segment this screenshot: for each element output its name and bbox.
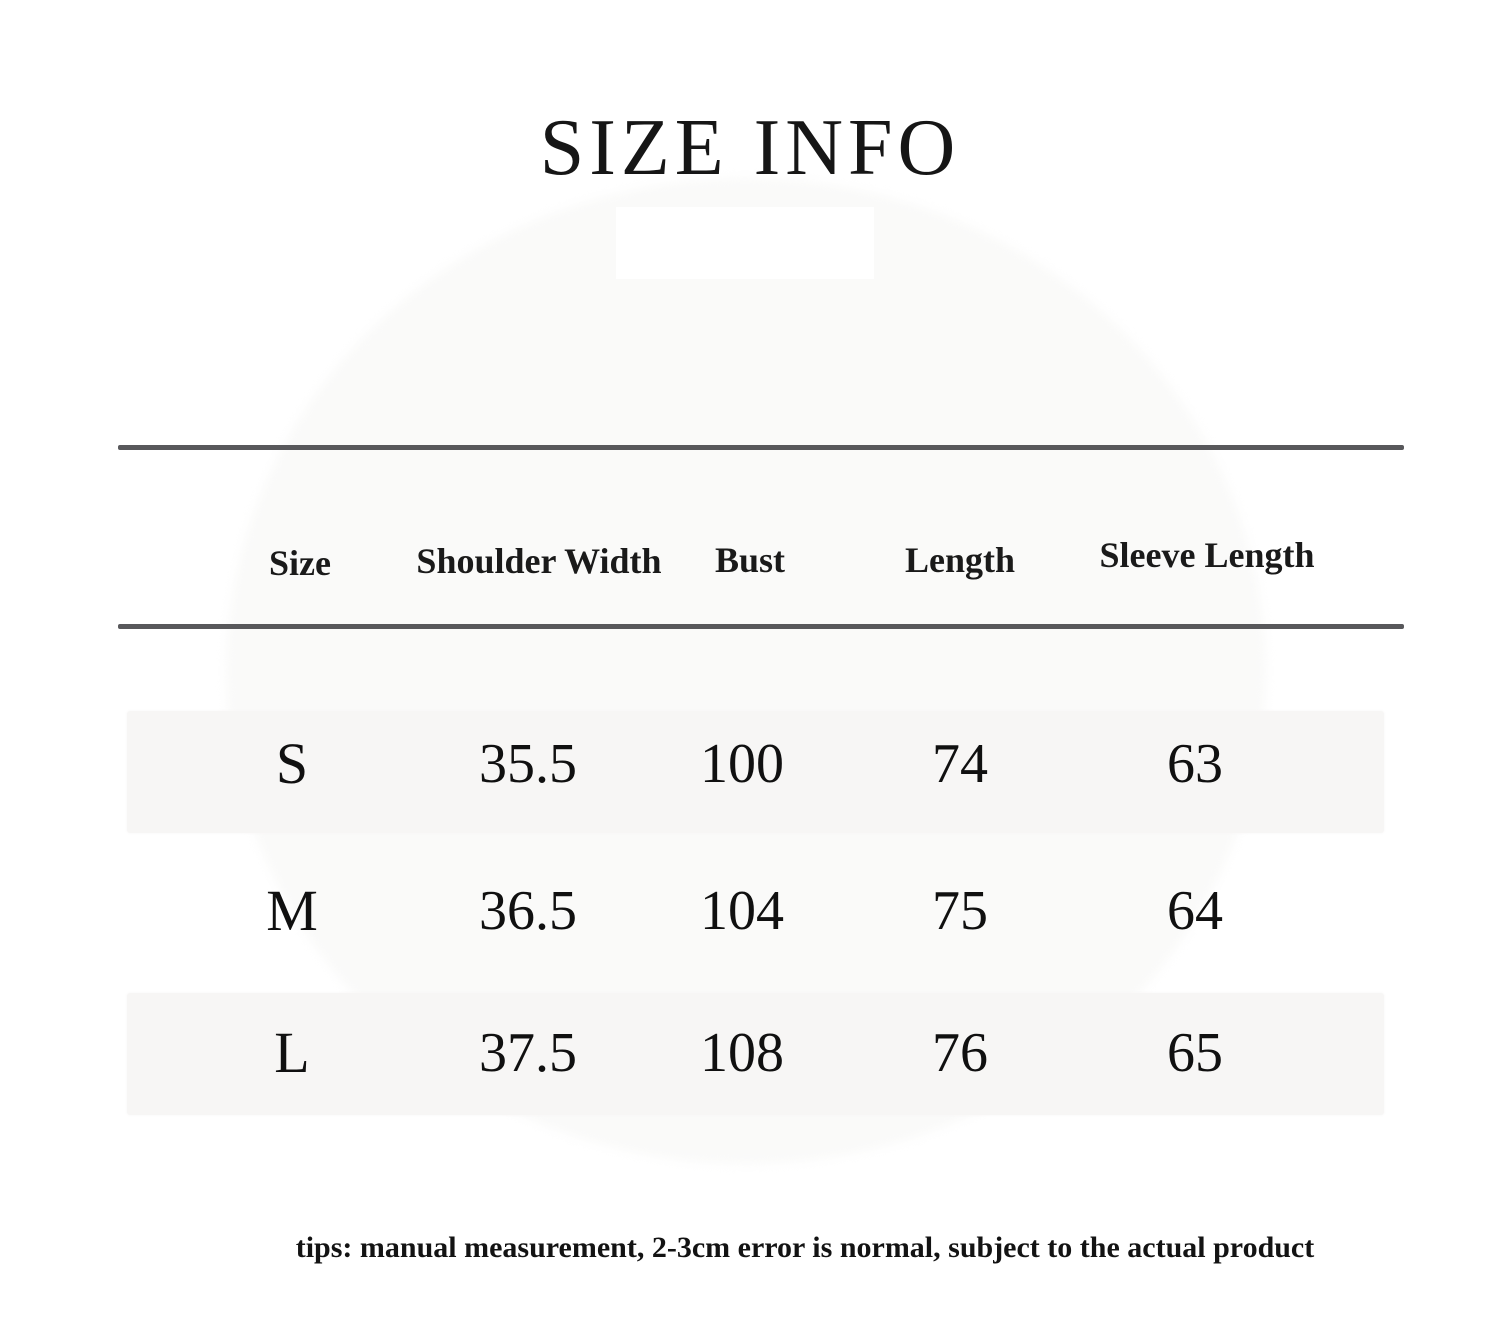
table-row-m: [0, 878, 1500, 944]
column-header-shoulder-width: Shoulder Width: [416, 541, 662, 581]
cell-shoulder-width-s: 35.5: [479, 733, 577, 795]
background-artifact: [616, 207, 874, 279]
cell-sleeve-length-m: 64: [1167, 880, 1223, 942]
cell-bust-s: 100: [700, 733, 784, 795]
cell-length-s: 74: [932, 733, 988, 795]
table-row-l: [0, 1020, 1500, 1086]
cell-size-l: L: [274, 1020, 310, 1085]
page-title: SIZE INFO: [539, 104, 961, 192]
cell-sleeve-length-s: 63: [1167, 733, 1223, 795]
cell-bust-m: 104: [700, 880, 784, 942]
cell-bust-l: 108: [700, 1022, 784, 1084]
cell-shoulder-width-m: 36.5: [479, 880, 577, 942]
cell-size-s: S: [275, 731, 309, 796]
cell-shoulder-width-l: 37.5: [479, 1022, 577, 1084]
cell-sleeve-length-l: 65: [1167, 1022, 1223, 1084]
column-header-bust: Bust: [714, 540, 786, 580]
cell-size-m: M: [266, 878, 318, 943]
divider-top: [118, 445, 1404, 450]
column-header-sleeve-length: Sleeve Length: [1099, 535, 1315, 575]
cell-length-l: 76: [932, 1022, 988, 1084]
table-row-s: [0, 731, 1500, 797]
table-header-row: [0, 535, 1500, 585]
cell-length-m: 75: [932, 880, 988, 942]
column-header-size: Size: [269, 543, 331, 583]
column-header-length: Length: [904, 540, 1016, 580]
tips-note: tips: manual measurement, 2-3cm error is normal, subject to the actual product: [295, 1231, 1315, 1264]
divider-header-bottom: [118, 624, 1404, 629]
